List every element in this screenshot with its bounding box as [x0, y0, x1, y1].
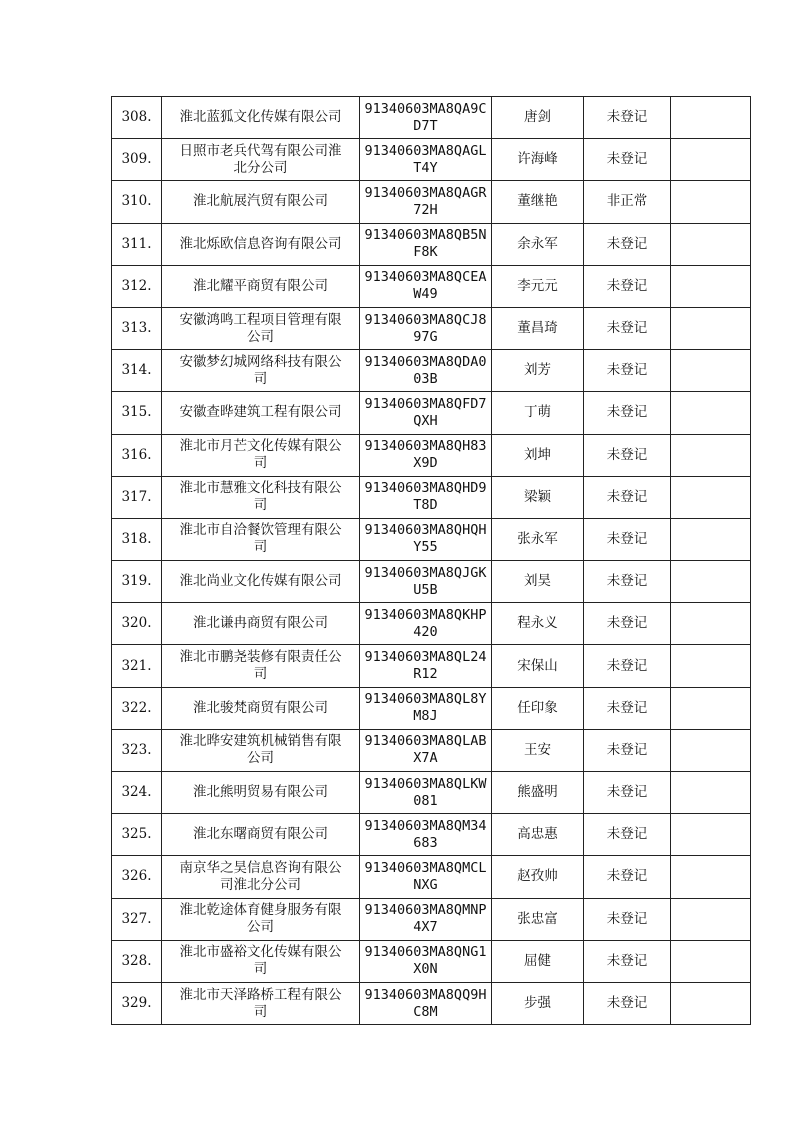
credit-code-line: Y55 — [413, 539, 438, 556]
credit-code-cell — [360, 772, 492, 814]
row-number-cell: 312. — [112, 265, 162, 307]
company-name-cell — [162, 265, 360, 307]
remarks-cell — [671, 982, 751, 1024]
row-number-cell: 325. — [112, 814, 162, 856]
credit-code-line: 91340603MA8QFD7 — [364, 395, 487, 412]
credit-code-line: 91340603MA8QLKW — [364, 775, 487, 792]
credit-code-cell — [360, 392, 492, 434]
company-name-line: 淮北东曙商贸有限公司 — [193, 826, 328, 843]
status-cell: 未登记 — [584, 814, 671, 856]
table-row — [112, 645, 751, 687]
company-name-line: 淮北市盛裕文化传媒有限公 — [179, 944, 342, 961]
credit-code-cell — [360, 434, 492, 476]
company-name-line: 司 — [253, 539, 268, 556]
credit-code-line: 72H — [413, 201, 438, 218]
legal-person-cell: 李元元 — [492, 265, 584, 307]
credit-code-cell — [360, 687, 492, 729]
remarks-cell — [671, 856, 751, 898]
remarks-cell — [671, 645, 751, 687]
credit-code-cell — [360, 97, 492, 139]
credit-code-line: M8J — [413, 708, 438, 725]
legal-person-cell: 刘坤 — [492, 434, 584, 476]
table-row — [112, 518, 751, 560]
table-row — [112, 350, 751, 392]
credit-code-line: 91340603MA8QCEA — [364, 269, 487, 286]
legal-person-cell: 赵孜帅 — [492, 856, 584, 898]
table-row — [112, 181, 751, 223]
row-number-cell: 324. — [112, 772, 162, 814]
credit-code-line: 91340603MA8QL8Y — [364, 691, 487, 708]
row-number-cell: 315. — [112, 392, 162, 434]
table-row — [112, 772, 751, 814]
company-name-line: 司 — [253, 455, 268, 472]
table-row — [112, 940, 751, 982]
credit-code-line: 91340603MA8QAGL — [364, 142, 487, 159]
company-name-cell — [162, 350, 360, 392]
credit-code-cell — [360, 350, 492, 392]
status-cell: 未登记 — [584, 223, 671, 265]
credit-code-cell — [360, 645, 492, 687]
credit-code-line: T8D — [413, 497, 438, 514]
remarks-cell — [671, 940, 751, 982]
legal-person-cell: 刘昊 — [492, 561, 584, 603]
status-cell: 未登记 — [584, 603, 671, 645]
company-name-line: 淮北市自洽餐饮管理有限公 — [179, 522, 342, 539]
company-name-cell — [162, 139, 360, 181]
company-name-line: 公司 — [247, 750, 274, 767]
table-row — [112, 814, 751, 856]
credit-code-line: 91340603MA8QHD9 — [364, 480, 487, 497]
company-name-cell — [162, 476, 360, 518]
company-name-line: 司淮北分公司 — [220, 876, 301, 893]
legal-person-cell: 熊盛明 — [492, 772, 584, 814]
credit-code-line: 91340603MA8QAGR — [364, 184, 487, 201]
company-name-line: 司 — [253, 1003, 268, 1020]
status-cell: 未登记 — [584, 518, 671, 560]
row-number-cell: 308. — [112, 97, 162, 139]
table-row — [112, 476, 751, 518]
company-name-cell — [162, 729, 360, 771]
company-name-cell — [162, 982, 360, 1024]
status-cell: 未登记 — [584, 856, 671, 898]
row-number-cell: 313. — [112, 307, 162, 349]
company-name-line: 南京华之昊信息咨询有限公 — [179, 859, 342, 876]
remarks-cell — [671, 518, 751, 560]
row-number-cell: 329. — [112, 982, 162, 1024]
status-cell: 未登记 — [584, 940, 671, 982]
credit-code-cell — [360, 265, 492, 307]
legal-person-cell: 董继艳 — [492, 181, 584, 223]
credit-code-line: 91340603MA8QL24 — [364, 649, 487, 666]
legal-person-cell: 唐剑 — [492, 97, 584, 139]
legal-person-cell: 王安 — [492, 729, 584, 771]
credit-code-line: QXH — [413, 412, 438, 429]
company-name-cell — [162, 307, 360, 349]
legal-person-cell: 张永军 — [492, 518, 584, 560]
remarks-cell — [671, 561, 751, 603]
status-cell: 未登记 — [584, 476, 671, 518]
company-name-line: 北分公司 — [233, 159, 288, 176]
status-cell: 未登记 — [584, 729, 671, 771]
status-cell: 未登记 — [584, 982, 671, 1024]
company-name-line: 淮北市鹏尧装修有限责任公 — [179, 649, 342, 666]
credit-code-line: 97G — [413, 328, 438, 345]
credit-code-cell — [360, 603, 492, 645]
company-name-line: 淮北骏梵商贸有限公司 — [193, 699, 328, 716]
row-number-cell: 311. — [112, 223, 162, 265]
remarks-cell — [671, 434, 751, 476]
legal-person-cell: 梁颖 — [492, 476, 584, 518]
credit-code-line: T4Y — [413, 159, 438, 176]
company-name-cell — [162, 856, 360, 898]
company-name-cell — [162, 814, 360, 856]
credit-code-cell — [360, 729, 492, 771]
credit-code-cell — [360, 139, 492, 181]
credit-code-cell — [360, 940, 492, 982]
remarks-cell — [671, 687, 751, 729]
credit-code-line: 91340603MA8QMNP — [364, 902, 487, 919]
credit-code-cell — [360, 181, 492, 223]
company-name-line: 司 — [253, 370, 268, 387]
company-name-line: 淮北市天泽路桥工程有限公 — [179, 986, 342, 1003]
table-row — [112, 687, 751, 729]
row-number-cell: 314. — [112, 350, 162, 392]
remarks-cell — [671, 898, 751, 940]
credit-code-line: R12 — [413, 666, 438, 683]
credit-code-cell — [360, 476, 492, 518]
legal-person-cell: 高忠惠 — [492, 814, 584, 856]
status-cell: 未登记 — [584, 687, 671, 729]
company-name-line: 淮北谦冉商贸有限公司 — [193, 615, 328, 632]
table-row — [112, 561, 751, 603]
credit-code-line: X9D — [413, 455, 438, 472]
legal-person-cell: 屈健 — [492, 940, 584, 982]
credit-code-cell — [360, 307, 492, 349]
credit-code-cell — [360, 982, 492, 1024]
credit-code-line: F8K — [413, 244, 438, 261]
status-cell: 未登记 — [584, 307, 671, 349]
company-name-line: 安徽梦幻城网络科技有限公 — [179, 353, 342, 370]
status-cell: 未登记 — [584, 97, 671, 139]
row-number-cell: 321. — [112, 645, 162, 687]
table-row — [112, 898, 751, 940]
status-cell: 未登记 — [584, 898, 671, 940]
remarks-cell — [671, 181, 751, 223]
table-row — [112, 265, 751, 307]
legal-person-cell: 许海峰 — [492, 139, 584, 181]
table-row — [112, 223, 751, 265]
row-number-cell: 318. — [112, 518, 162, 560]
row-number-cell: 328. — [112, 940, 162, 982]
row-number-cell: 316. — [112, 434, 162, 476]
credit-code-cell — [360, 561, 492, 603]
company-name-line: 淮北市月芒文化传媒有限公 — [179, 438, 342, 455]
credit-code-line: 91340603MA8QDA0 — [364, 353, 487, 370]
company-name-cell — [162, 97, 360, 139]
row-number-cell: 310. — [112, 181, 162, 223]
row-number-cell: 326. — [112, 856, 162, 898]
row-number-cell: 319. — [112, 561, 162, 603]
credit-code-line: 91340603MA8QCJ8 — [364, 311, 487, 328]
credit-code-line: C8M — [413, 1003, 438, 1020]
credit-code-line: 420 — [413, 623, 438, 640]
remarks-cell — [671, 729, 751, 771]
company-name-line: 淮北晔安建筑机械销售有限 — [179, 733, 342, 750]
credit-code-cell — [360, 898, 492, 940]
remarks-cell — [671, 814, 751, 856]
company-name-cell — [162, 772, 360, 814]
legal-person-cell: 丁萌 — [492, 392, 584, 434]
company-name-line: 日照市老兵代驾有限公司淮 — [179, 142, 342, 159]
table-row — [112, 307, 751, 349]
status-cell: 未登记 — [584, 392, 671, 434]
credit-code-line: 683 — [413, 834, 438, 851]
credit-code-line: U5B — [413, 581, 438, 598]
remarks-cell — [671, 265, 751, 307]
credit-code-line: 91340603MA8QNG1 — [364, 944, 487, 961]
status-cell: 未登记 — [584, 265, 671, 307]
remarks-cell — [671, 307, 751, 349]
company-name-cell — [162, 434, 360, 476]
legal-person-cell: 余永军 — [492, 223, 584, 265]
credit-code-line: 91340603MA8QA9C — [364, 100, 487, 117]
remarks-cell — [671, 97, 751, 139]
company-name-cell — [162, 223, 360, 265]
remarks-cell — [671, 139, 751, 181]
credit-code-line: 081 — [413, 792, 438, 809]
table-row — [112, 982, 751, 1024]
remarks-cell — [671, 223, 751, 265]
registry-table — [111, 96, 751, 1025]
remarks-cell — [671, 350, 751, 392]
status-cell: 未登记 — [584, 350, 671, 392]
company-name-cell — [162, 645, 360, 687]
company-name-line: 公司 — [247, 919, 274, 936]
company-name-line: 公司 — [247, 328, 274, 345]
status-cell: 未登记 — [584, 561, 671, 603]
legal-person-cell: 宋保山 — [492, 645, 584, 687]
legal-person-cell: 张忠富 — [492, 898, 584, 940]
company-name-line: 淮北尚业文化传媒有限公司 — [179, 573, 342, 590]
remarks-cell — [671, 392, 751, 434]
company-name-line: 淮北熊明贸易有限公司 — [193, 784, 328, 801]
company-name-line: 淮北航展汽贸有限公司 — [193, 193, 328, 210]
remarks-cell — [671, 603, 751, 645]
company-name-line: 安徽鸿鸣工程项目管理有限 — [179, 311, 342, 328]
remarks-cell — [671, 772, 751, 814]
company-name-line: 司 — [253, 497, 268, 514]
credit-code-line: 91340603MA8QLAB — [364, 733, 487, 750]
row-number-cell: 309. — [112, 139, 162, 181]
credit-code-line: W49 — [413, 286, 438, 303]
credit-code-line: X0N — [413, 961, 438, 978]
table-row — [112, 856, 751, 898]
company-name-line: 司 — [253, 961, 268, 978]
status-cell: 未登记 — [584, 645, 671, 687]
credit-code-cell — [360, 223, 492, 265]
legal-person-cell: 董昌琦 — [492, 307, 584, 349]
legal-person-cell: 刘芳 — [492, 350, 584, 392]
credit-code-line: 91340603MA8QMCL — [364, 859, 487, 876]
table-row — [112, 603, 751, 645]
row-number-cell: 320. — [112, 603, 162, 645]
company-name-cell — [162, 392, 360, 434]
credit-code-line: 91340603MA8QB5N — [364, 227, 487, 244]
remarks-cell — [671, 476, 751, 518]
status-cell: 未登记 — [584, 139, 671, 181]
company-name-line: 淮北耀平商贸有限公司 — [193, 277, 328, 294]
company-name-line: 淮北烁欧信息咨询有限公司 — [179, 235, 342, 252]
company-name-cell — [162, 181, 360, 223]
row-number-cell: 323. — [112, 729, 162, 771]
company-name-cell — [162, 940, 360, 982]
company-name-cell — [162, 603, 360, 645]
company-name-line: 淮北蓝狐文化传媒有限公司 — [179, 109, 342, 126]
legal-person-cell: 任印象 — [492, 687, 584, 729]
company-name-line: 司 — [253, 666, 268, 683]
credit-code-cell — [360, 856, 492, 898]
credit-code-line: 91340603MA8QH83 — [364, 438, 487, 455]
company-name-cell — [162, 898, 360, 940]
company-name-cell — [162, 687, 360, 729]
company-name-cell — [162, 561, 360, 603]
credit-code-line: 91340603MA8QHQH — [364, 522, 487, 539]
legal-person-cell: 步强 — [492, 982, 584, 1024]
company-name-cell — [162, 518, 360, 560]
row-number-cell: 327. — [112, 898, 162, 940]
credit-code-line: 91340603MA8QQ9H — [364, 986, 487, 1003]
credit-code-line: 03B — [413, 370, 438, 387]
credit-code-line: X7A — [413, 750, 438, 767]
credit-code-line: NXG — [413, 876, 438, 893]
table-row — [112, 139, 751, 181]
registry-table-body — [112, 97, 751, 1025]
legal-person-cell: 程永义 — [492, 603, 584, 645]
table-row — [112, 97, 751, 139]
table-row — [112, 434, 751, 476]
row-number-cell: 322. — [112, 687, 162, 729]
credit-code-line: D7T — [413, 117, 438, 134]
credit-code-line: 4X7 — [413, 919, 438, 936]
status-cell: 未登记 — [584, 434, 671, 476]
company-name-line: 淮北市慧雅文化科技有限公 — [179, 480, 342, 497]
credit-code-line: 91340603MA8QKHP — [364, 606, 487, 623]
table-row — [112, 729, 751, 771]
status-cell: 未登记 — [584, 772, 671, 814]
company-name-line: 安徽查晔建筑工程有限公司 — [179, 404, 342, 421]
row-number-cell: 317. — [112, 476, 162, 518]
credit-code-cell — [360, 814, 492, 856]
credit-code-line: 91340603MA8QM34 — [364, 817, 487, 834]
table-row — [112, 392, 751, 434]
status-cell: 非正常 — [584, 181, 671, 223]
credit-code-cell — [360, 518, 492, 560]
credit-code-line: 91340603MA8QJGK — [364, 564, 487, 581]
company-name-line: 淮北乾途体育健身服务有限 — [179, 902, 342, 919]
